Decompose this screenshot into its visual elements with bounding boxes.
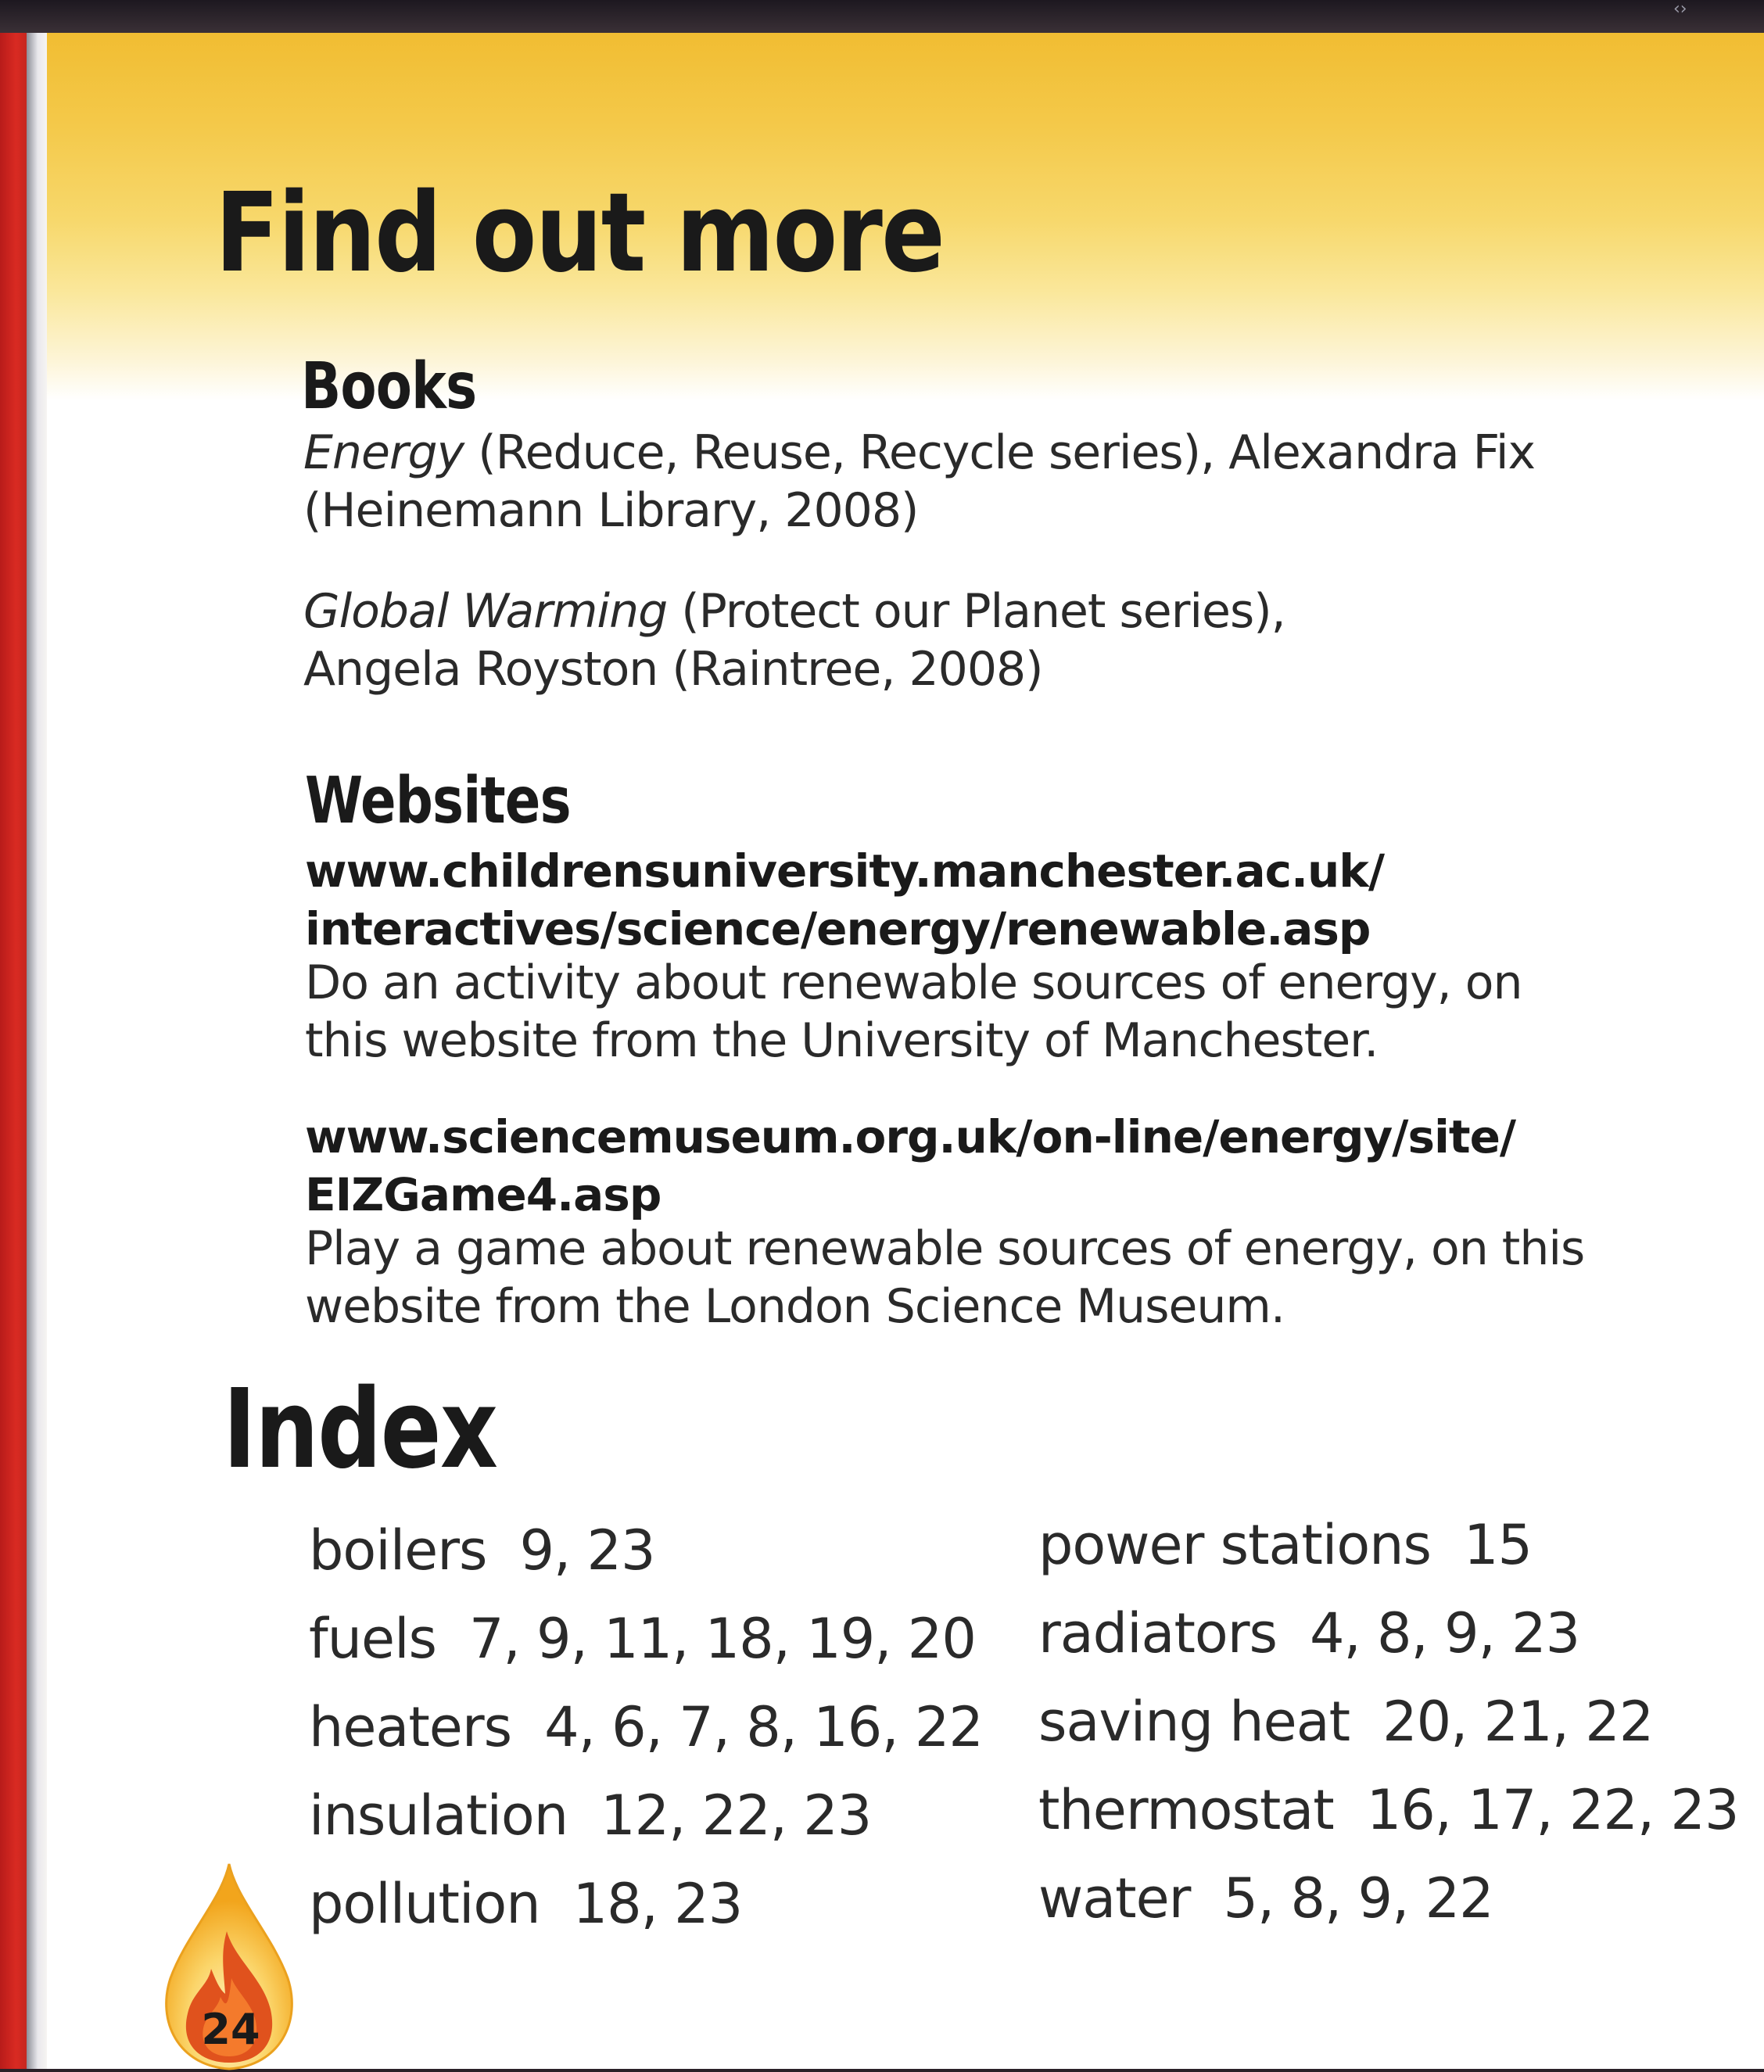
index-pages: 12, 22, 23 (601, 1783, 872, 1848)
index-term: insulation (309, 1783, 568, 1848)
book-page (47, 33, 1764, 2069)
index-pages: 4, 6, 7, 8, 16, 22 (544, 1695, 983, 1759)
index-term: power stations (1038, 1513, 1431, 1577)
index-pages: 5, 8, 9, 22 (1223, 1866, 1493, 1930)
find-out-more-title: Find out more (215, 170, 945, 297)
index-pages: 20, 21, 22 (1382, 1690, 1654, 1754)
index-entry (1038, 1590, 1739, 1678)
index-entry (1038, 1678, 1739, 1766)
website-url-line: EIZGame4.asp (305, 1168, 662, 1221)
index-pages: 9, 23 (519, 1518, 655, 1583)
index-term: thermostat (1038, 1778, 1334, 1842)
book-spine (0, 33, 27, 2069)
index-term: water (1038, 1866, 1191, 1930)
index-term: boilers (309, 1518, 487, 1583)
book-entry (303, 424, 1535, 540)
book-details: (Protect our Planet series), (667, 584, 1285, 639)
website-url-line: interactives/science/energy/renewable.asp (305, 902, 1371, 955)
website-description-line: this website from the University of Manchester. (305, 1013, 1379, 1068)
index-pages: 7, 9, 11, 18, 19, 20 (469, 1607, 976, 1671)
index-entry (1038, 1766, 1739, 1855)
website-url-line: www.sciencemuseum.org.uk/on-line/energy/site/ (305, 1110, 1516, 1163)
book-title: Energy (303, 425, 464, 480)
index-pages: 4, 8, 9, 23 (1309, 1601, 1580, 1665)
index-term: heaters (309, 1695, 512, 1759)
book-entry-line (303, 583, 1285, 640)
index-term: saving heat (1038, 1690, 1350, 1754)
index-pages: 18, 23 (572, 1872, 743, 1936)
index-column-left (309, 1507, 983, 1948)
book-details: (Reduce, Reuse, Recycle series), Alexandra Fix (464, 425, 1536, 480)
website-url-link[interactable] (305, 1108, 1515, 1224)
book-title: Global Warming (303, 584, 668, 639)
website-description (305, 1220, 1584, 1335)
index-term: fuels (309, 1607, 436, 1671)
book-publisher: Angela Royston (Raintree, 2008) (303, 642, 1043, 697)
page-number: 24 (201, 2005, 260, 2054)
book-entry (303, 583, 1285, 698)
website-url-line: www.childrensuniversity.manchester.ac.uk/ (305, 844, 1385, 898)
books-heading: Books (301, 350, 477, 424)
website-description-line: Do an activity about renewable sources of energy, on (305, 955, 1522, 1010)
index-term: radiators (1038, 1601, 1277, 1665)
index-term: pollution (309, 1872, 540, 1936)
index-column-right (1038, 1501, 1739, 1943)
website-description-line: website from the London Science Museum. (305, 1279, 1285, 1334)
websites-heading: Websites (305, 764, 571, 838)
spine-shadow (27, 33, 47, 2069)
corner-mark: ‹› (1673, 0, 1687, 19)
index-entry (309, 1595, 983, 1683)
index-entry (1038, 1855, 1739, 1943)
index-entry (309, 1772, 983, 1860)
book-publisher: (Heinemann Library, 2008) (303, 483, 919, 538)
top-edge-bar (0, 0, 1764, 33)
index-title: Index (223, 1366, 497, 1493)
index-entry (1038, 1501, 1739, 1590)
index-entry (309, 1507, 983, 1595)
website-url-link[interactable] (305, 842, 1384, 958)
website-description (305, 954, 1522, 1070)
index-pages: 15 (1463, 1513, 1533, 1577)
index-entry (309, 1683, 983, 1772)
book-entry-line (303, 424, 1535, 482)
index-pages: 16, 17, 22, 23 (1366, 1778, 1739, 1842)
index-entry (309, 1860, 983, 1948)
website-description-line: Play a game about renewable sources of energy, on this (305, 1221, 1585, 1276)
